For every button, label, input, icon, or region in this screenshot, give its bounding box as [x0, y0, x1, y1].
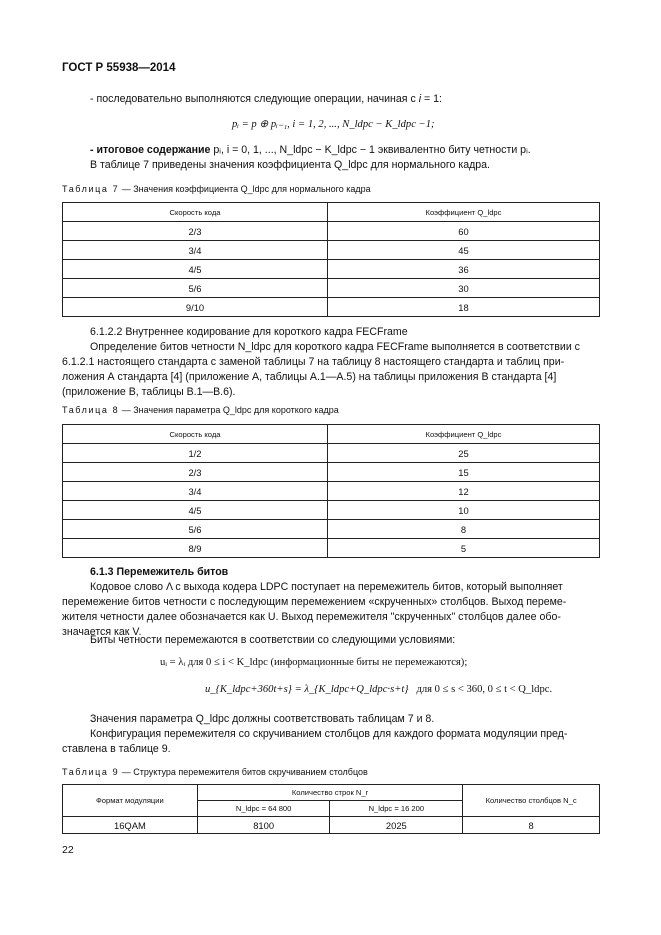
table9-subheader-16200: N_ldpc = 16 200	[330, 801, 463, 817]
table8-header-rate: Скорость кода	[63, 425, 328, 444]
table-row: 16QAM 8100 2025 8	[63, 817, 600, 834]
table7-reference: В таблице 7 приведены значения коэффициента Q_ldpc для нормального кадра.	[90, 159, 490, 171]
section-6122-heading: 6.1.2.2 Внутреннее кодирование для короткого кадра FECFrame	[90, 326, 408, 338]
table-row: 2/3 60	[63, 222, 600, 241]
table7	[62, 202, 600, 317]
result-line: - итоговое содержание pᵢ, i = 0, 1, ..., N_ldpc − K_ldpc − 1 эквивалентно биту четности pᵢ.	[90, 144, 531, 156]
table-row: 4/5 36	[63, 260, 600, 279]
table9-header-rows: Количество строк N_r	[197, 785, 462, 801]
table-row: 9/10 18	[63, 298, 600, 317]
table9	[62, 784, 600, 834]
table9-subheader-64800: N_ldpc = 64 800	[197, 801, 330, 817]
ops-line: - последовательно выполняются следующие операции, начиная с i = 1:	[90, 93, 442, 105]
table9-caption: Таблица 9 — Структура перемежителя битов скручиванием столбцов	[62, 767, 368, 777]
table7-header-rate: Скорость кода	[63, 203, 328, 222]
section-613-rule-line: Биты четности перемежаются в соответствии со следующими условиями:	[90, 634, 456, 646]
table-row: 5/6 30	[63, 279, 600, 298]
section-613-after2: Конфигурация перемежителя со скручиванием столбцов для каждого формата модуляции пред-	[90, 728, 568, 740]
table-row: 3/4 12	[63, 482, 600, 501]
table-row: 4/5 10	[63, 501, 600, 520]
table-row: 1/2 25	[63, 444, 600, 463]
formula-info-bits: uᵢ = λᵢ для 0 ≤ i < K_ldpc (информационные биты не перемежаются);	[160, 657, 468, 668]
section-6122-line2: 6.1.2.1 настоящего стандарта с заменой таблицы 7 на таблицу 8 настоящего стандарта и таблиц при-	[62, 356, 565, 368]
page-number: 22	[62, 844, 74, 856]
section-6122-line4: (приложение В, таблицы В.1—В.6).	[62, 386, 236, 398]
table-row: 5/6 8	[63, 520, 600, 539]
section-613-heading: 6.1.3 Перемежитель битов	[90, 566, 229, 578]
section-6122-line3: ложения А стандарта [4] (приложение А, таблицы А.1—А.5) на таблицы приложения В стандарта [4]	[62, 371, 557, 383]
table7-caption: Таблица 7 — Значения коэффициента Q_ldpc для нормального кадра	[62, 184, 371, 194]
table7-header-q: Коэффициент Q_ldpc	[328, 203, 600, 222]
table8-header-q: Коэффициент Q_ldpc	[328, 425, 600, 444]
document-code: ГОСТ Р 55938—2014	[62, 62, 176, 74]
table8-caption: Таблица 8 — Значения параметра Q_ldpc для короткого кадра	[62, 405, 339, 415]
table-row: 3/4 45	[63, 241, 600, 260]
section-613-line4: значается как V.	[62, 626, 142, 638]
formula-parity-accumulate: pᵢ = p ⊕ pᵢ₋₁, i = 1, 2, ..., N_ldpc − K_ldpc −1;	[232, 119, 435, 130]
section-613-line1: Кодовое слово Λ с выхода кодера LDPC поступает на перемежитель битов, который выполняет	[90, 581, 563, 593]
formula-parity-interleave: u_{K_ldpc+360t+s} = λ_{K_ldpc+Q_ldpc·s+t} для 0 ≤ s < 360, 0 ≤ t < Q_ldpc.	[205, 684, 553, 695]
section-613-after1: Значения параметра Q_ldpc должны соответствовать таблицам 7 и 8.	[90, 713, 435, 725]
table8	[62, 424, 600, 558]
section-613-after3: ставлена в таблице 9.	[62, 743, 171, 755]
table-row: 2/3 15	[63, 463, 600, 482]
table9-header-cols: Количество столбцов N_c	[463, 785, 600, 817]
section-613-line2: перемежение битов четности с последующим перемежением «скрученных» столбцов. Выход переме-	[62, 596, 567, 608]
table9-header-format: Формат модуляции	[63, 785, 198, 817]
section-613-line3: жителя четности далее обозначается как U. Выход перемежителя "скрученных" столбцов далее обо-	[62, 611, 561, 623]
table-row: 8/9 5	[63, 539, 600, 558]
section-6122-line1: Определение битов четности N_ldpc для короткого кадра FECFrame выполняется в соответствии с	[90, 341, 580, 353]
